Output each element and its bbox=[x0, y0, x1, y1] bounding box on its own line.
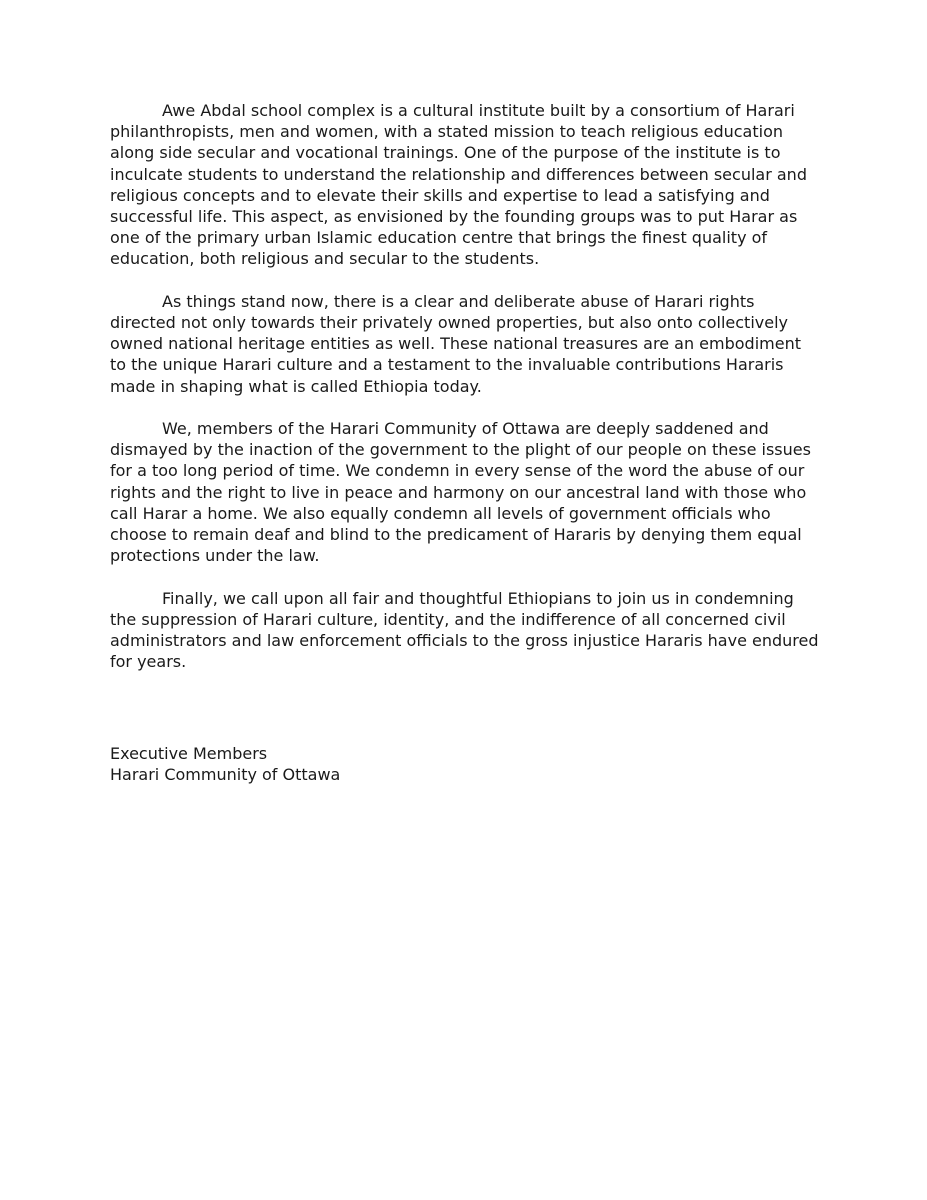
paragraph-rights-abuse: As things stand now, there is a clear and deliberate abuse of Harari rights directed not only towards their privately owned properties, but also onto collectively owned national heritage entities as well. These national treasures are an embodiment to the unique Harari culture and a testament to the invaluable contributions Hararis made in shaping what is called Ethiopia today. bbox=[110, 291, 801, 396]
paragraph-call-to-action: Finally, we call upon all fair and thoughtful Ethiopians to join us in condemning the suppression of Harari culture, identity, and the indifference of all concerned civil administrators and law enforcement officials to the gross injustice Hararis have endured for years. bbox=[110, 588, 819, 672]
paragraph-community-statement: We, members of the Harari Community of Ottawa are deeply saddened and dismayed by the inaction of the government to the plight of our people on these issues for a too long period of time. We condemn in every sense of the word the abuse of our rights and the right to live in peace and harmony on our ancestral land with those who call Harar a home. We also equally condemn all levels of government officials who choose to remain deaf and blind to the predicament of Hararis by denying them equal protections under the law. bbox=[110, 419, 811, 566]
paragraph-awe-abdal: Awe Abdal school complex is a cultural institute built by a consortium of Harari philanthropists, men and women, with a stated mission to teach religious education along side secular and vocational trainings. One of the purpose of the institute is to inculcate students to understand the relationship and differences between secular and religious concepts and to elevate their skills and expertise to lead a satisfying and successful life. This aspect, as envisioned by the founding groups was to put Harar as one of the primary urban Islamic education centre that brings the finest quality of education, both religious and secular to the students. bbox=[110, 101, 807, 269]
letter-body bbox=[110, 100, 820, 694]
signature-block bbox=[110, 743, 340, 785]
signature-title: Executive Members bbox=[110, 744, 268, 763]
signature-organization: Harari Community of Ottawa bbox=[110, 765, 341, 785]
